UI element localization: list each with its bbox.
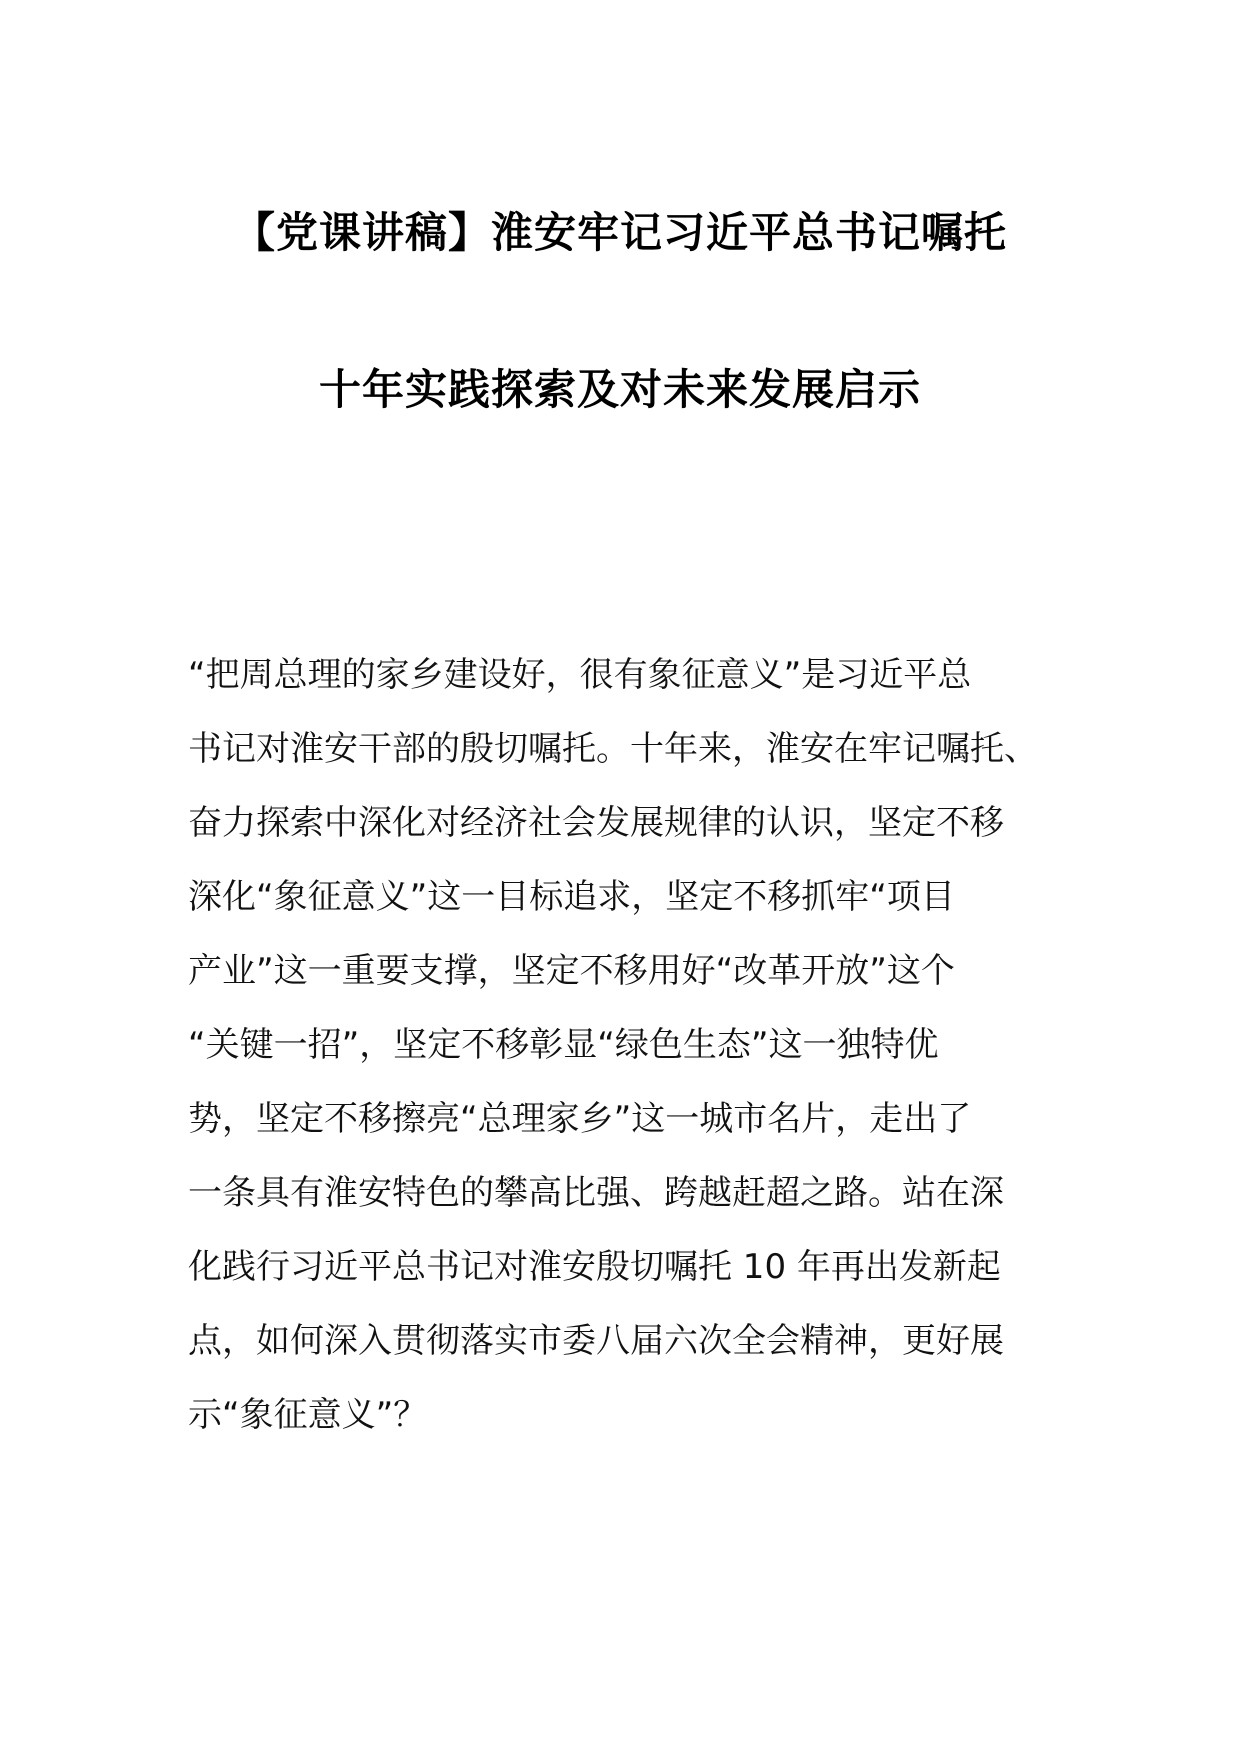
paragraph-line: 势，坚定不移擦亮“总理家乡”这一城市名片，走出了 bbox=[188, 1099, 972, 1139]
document-title-line-1: 【党课讲稿】淮安牢记习近平总书记嘱托 bbox=[232, 208, 1007, 257]
paragraph-line: “把周总理的家乡建设好，很有象征意义”是习近平总 bbox=[188, 655, 972, 695]
paragraph-line: 产业”这一重要支撑，坚定不移用好“改革开放”这个 bbox=[188, 951, 955, 991]
paragraph-line: 奋力探索中深化对经济社会发展规律的认识，坚定不移 bbox=[188, 803, 1004, 843]
paragraph-line: 化践行习近平总书记对淮安殷切嘱托 10 年再出发新起 bbox=[188, 1247, 1001, 1287]
paragraph-line: 点，如何深入贯彻落实市委八届六次全会精神，更好展 bbox=[188, 1321, 1004, 1361]
paragraph-line: 示“象征意义”？ bbox=[188, 1395, 428, 1435]
body-paragraph bbox=[188, 638, 1068, 1452]
document-title-line-2: 十年实践探索及对未来发展启示 bbox=[318, 365, 921, 414]
paragraph-line: 一条具有淮安特色的攀高比强、跨越赶超之路。站在深 bbox=[188, 1173, 1004, 1213]
paragraph-line: “关键一招”，坚定不移彰显“绿色生态”这一独特优 bbox=[188, 1025, 939, 1065]
paragraph-line: 书记对淮安干部的殷切嘱托。十年来，淮安在牢记嘱托、 bbox=[188, 729, 1038, 769]
paragraph-line: 深化“象征意义”这一目标追求，坚定不移抓牢“项目 bbox=[188, 877, 955, 917]
